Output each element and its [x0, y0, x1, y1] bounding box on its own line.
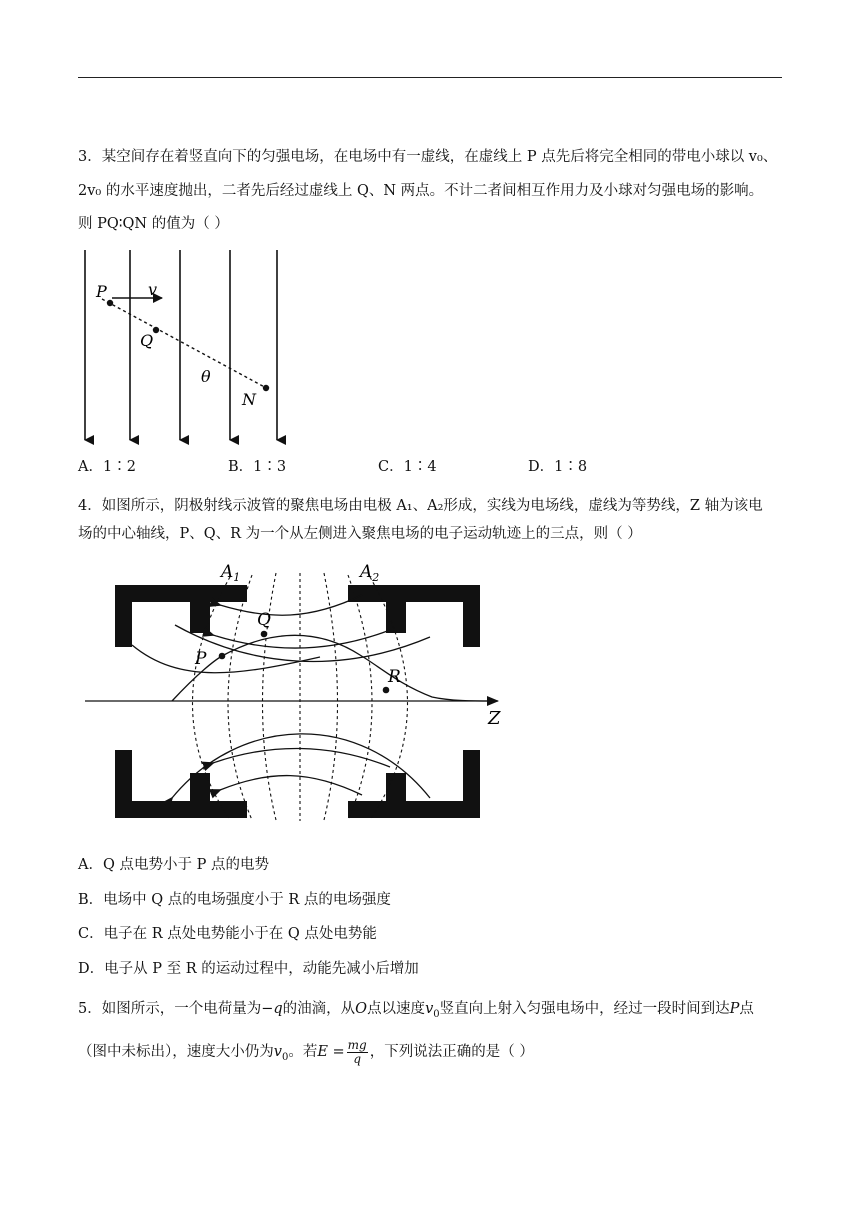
- electrode-a2-bottom: [348, 750, 480, 818]
- q3-field-figure: [70, 245, 300, 445]
- q5-e-label: E =: [317, 1044, 345, 1060]
- q5-charge: −q: [261, 1001, 283, 1017]
- q5-fraction: [347, 1039, 368, 1066]
- q5-text-part: 。若: [288, 1044, 318, 1060]
- q5-text-line-2: [78, 1038, 534, 1072]
- q5-v0: v: [425, 1001, 434, 1017]
- electrode-a1-bottom: [115, 750, 247, 818]
- point-p: [219, 653, 226, 660]
- label-r: R: [388, 667, 401, 687]
- q4-option-c: C．电子在 R 点处电势能小于在 Q 点处电势能: [78, 926, 377, 942]
- q3-option-d: D．1∶8: [528, 459, 588, 475]
- label-q: Q: [140, 331, 154, 350]
- q3-text-line-1: 3．某空间存在着竖直向下的匀强电场，在电场中有一虚线，在虚线上 P 点先后将完全相同的带电小球以 v₀、: [78, 149, 778, 165]
- point-n: [263, 385, 269, 391]
- q3-text-line-3: 则 PQ∶QN 的值为（ ）: [78, 216, 229, 232]
- electric-field-lines-top: [132, 595, 430, 673]
- dashed-trajectory-line: [102, 299, 270, 390]
- q3-option-c: C．1∶4: [378, 459, 437, 475]
- point-p: [107, 300, 113, 306]
- point-r: [383, 687, 390, 694]
- q5-v0-sub: 0: [281, 1051, 289, 1063]
- q3-option-a: A．1∶2: [78, 459, 136, 475]
- label-a2: $A_2$: [360, 562, 380, 584]
- q4-option-d: D．电子从 P 至 R 的运动过程中，动能先减小后增加: [78, 961, 419, 977]
- equipotential-lines: [193, 573, 408, 821]
- q5-text-part: ，下列说法正确的是（ ）: [369, 1044, 534, 1060]
- field-lines: [85, 250, 277, 440]
- q5-v0: v: [273, 1044, 282, 1060]
- point-q: [153, 327, 159, 333]
- q5-text-part: （图中未标出），速度大小仍为: [78, 1044, 274, 1060]
- q5-v0-sub: 0: [433, 1008, 440, 1020]
- q5-text-part: 5．如图所示，一个电荷量为: [78, 1001, 262, 1017]
- q3-option-b: B．1∶3: [228, 459, 287, 475]
- label-q: Q: [257, 610, 271, 630]
- q4-option-a: A．Q 点电势小于 P 点的电势: [78, 857, 269, 873]
- q5-point-o: O: [355, 1001, 368, 1017]
- q4-option-b: B．电场中 Q 点的电场强度小于 R 点的电场强度: [78, 892, 391, 908]
- q5-text-part: 的油滴，从: [282, 1001, 356, 1017]
- label-n: N: [242, 390, 256, 409]
- label-theta: θ: [201, 367, 211, 386]
- point-q: [261, 631, 268, 638]
- q5-text-part: 点以速度: [367, 1001, 426, 1017]
- q5-fraction-numerator: mg: [347, 1037, 367, 1052]
- label-v: v: [148, 280, 158, 299]
- q4-text-line-2: 场的中心轴线，P、Q、R 为一个从左侧进入聚焦电场的电子运动轨迹上的三点，则（ ）: [78, 526, 642, 542]
- q5-fraction-denominator: q: [353, 1051, 362, 1066]
- header-rule: [78, 77, 782, 78]
- q3-text-line-2: 2v₀ 的水平速度抛出，二者先后经过虚线上 Q、N 两点。不计二者间相互作用力及小球对匀强电场的影响。: [78, 183, 764, 199]
- label-p: P: [195, 649, 207, 669]
- q5-text-part: 竖直向上射入匀强电场中，经过一段时间到达: [439, 1001, 730, 1017]
- label-a1: $A_1$: [221, 562, 241, 584]
- label-z: Z: [488, 708, 501, 729]
- electrode-a1-top: [115, 585, 247, 647]
- q5-point-p: P: [729, 1001, 740, 1017]
- q4-oscilloscope-figure: [80, 555, 510, 825]
- q5-text-part: 点: [739, 1001, 754, 1017]
- label-p: P: [96, 282, 107, 301]
- q5-text-line-1: [78, 1000, 754, 1024]
- q4-text-line-1: 4．如图所示，阴极射线示波管的聚焦电场由电极 A₁、A₂形成，实线为电场线，虚线为等势线，Z 轴为该电: [78, 498, 763, 514]
